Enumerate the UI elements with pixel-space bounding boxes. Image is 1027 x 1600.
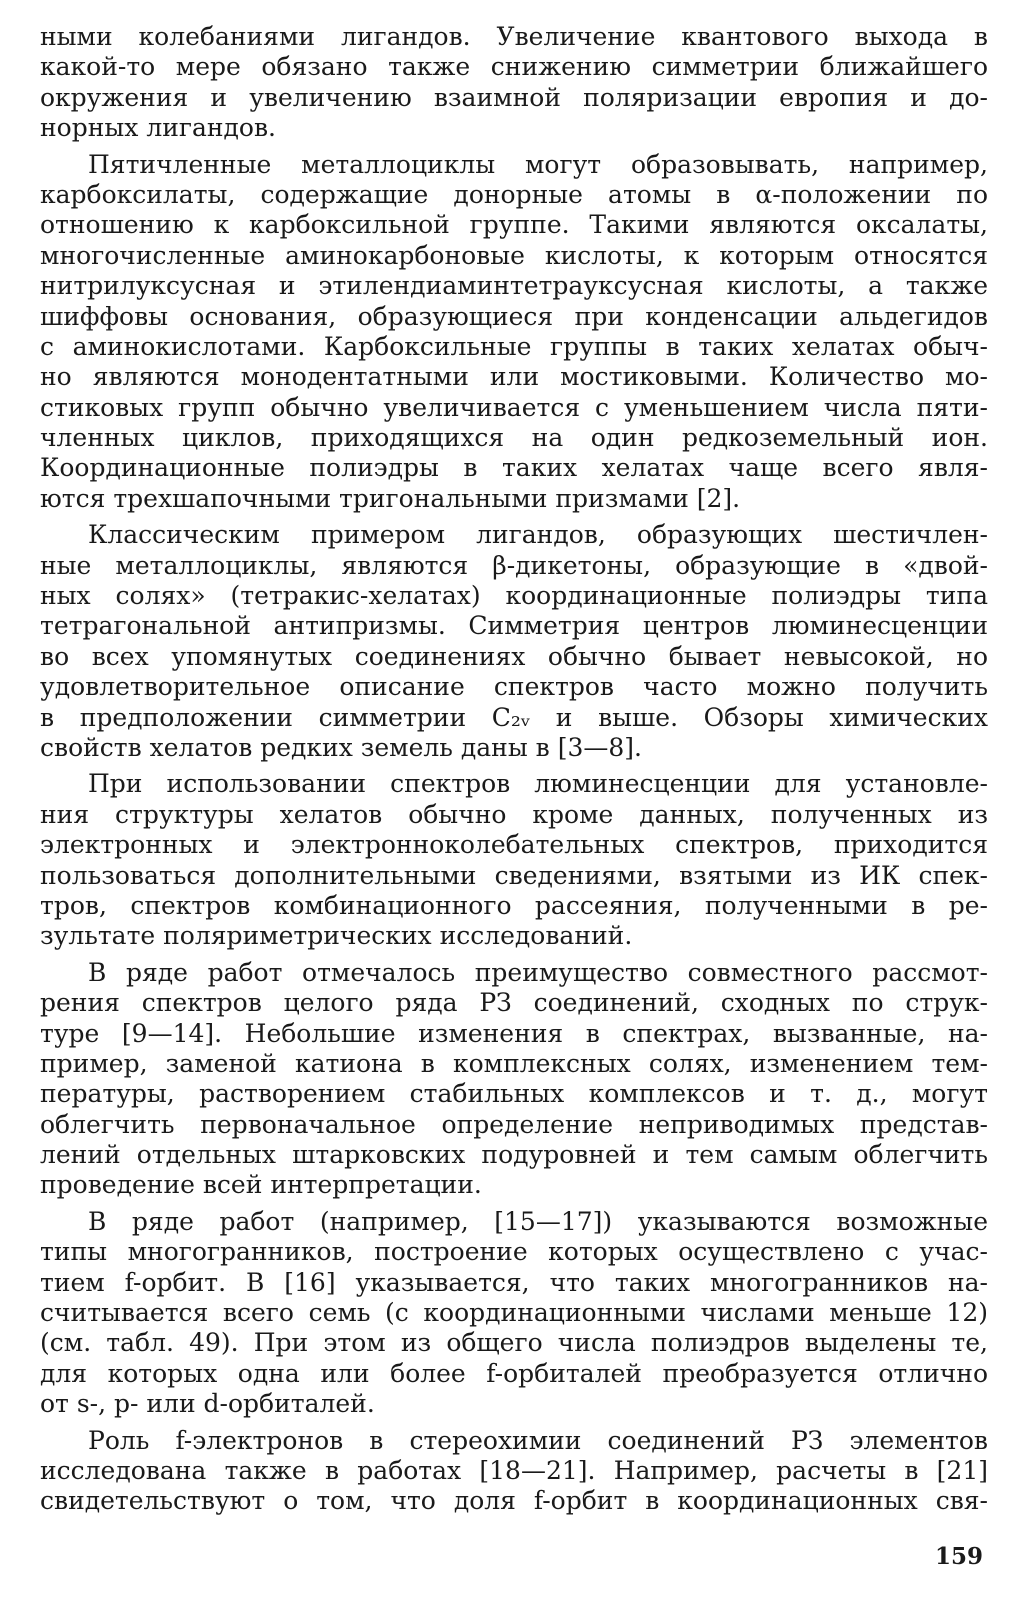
text-line: типы многогранников, построение которых осуществлено с учас-	[40, 1237, 988, 1267]
text-line: В ряде работ (например, [15—17]) указываются возможные	[88, 1206, 988, 1236]
paragraph-7	[40, 1426, 988, 1517]
text-line: проведение всей интерпретации.	[40, 1170, 482, 1200]
text-line: свойств хелатов редких земель даны в [3—8].	[40, 732, 642, 762]
text-line: с аминокислотами. Карбоксильные группы в таких хелатах обыч-	[40, 331, 988, 361]
text-line: отношению к карбоксильной группе. Такими являются оксалаты,	[40, 210, 988, 240]
text-line: исследована также в работах [18—21]. Например, расчеты в [21]	[40, 1455, 988, 1485]
paragraph-4	[40, 769, 988, 951]
text-line: тием f-орбит. В [16] указывается, что таких многогранников на-	[40, 1267, 988, 1297]
text-line: пример, заменой катиона в комплексных солях, изменением тем-	[40, 1048, 988, 1078]
text-line: удовлетворительное описание спектров часто можно получить	[40, 672, 988, 702]
text-line: (см. табл. 49). При этом из общего числа полиэдров выделены те,	[40, 1328, 988, 1358]
text-line: облегчить первоначальное определение неприводимых представ-	[40, 1109, 988, 1139]
text-line: многочисленные аминокарбоновые кислоты, к которым относятся	[40, 240, 988, 270]
text-line: зультате поляриметрических исследований.	[40, 921, 633, 951]
text-line: членных циклов, приходящихся на один редкоземельный ион.	[40, 423, 988, 453]
paragraph-2	[40, 150, 988, 515]
text-line: ния структуры хелатов обычно кроме данных, полученных из	[40, 799, 988, 829]
text-line: норных лигандов.	[40, 113, 276, 143]
paragraph-6	[40, 1207, 988, 1420]
text-line: При использовании спектров люминесценции для установле-	[88, 769, 988, 799]
text-line: для которых одна или более f-орбиталей преобразуется отлично	[40, 1358, 988, 1388]
text-line: электронных и электронноколебательных спектров, приходится	[40, 830, 988, 860]
text-line: пользоваться дополнительными сведениями, взятыми из ИК спек-	[40, 860, 988, 890]
text-line: свидетельствуют о том, что доля f-орбит в координационных свя-	[40, 1486, 988, 1516]
text-line: в предположении симметрии C₂ᵥ и выше. Обзоры химических	[40, 702, 988, 732]
text-line: нитрилуксусная и этилендиаминтетрауксусная кислоты, а также	[40, 271, 988, 301]
text-line: но являются монодентатными или мостиковыми. Количество мо-	[40, 362, 988, 392]
text-line: от s-, p- или d-орбиталей.	[40, 1389, 375, 1419]
paragraph-5	[40, 958, 988, 1201]
text-line: В ряде работ отмечалось преимущество совместного рассмот-	[88, 957, 988, 987]
paragraph-3	[40, 520, 988, 763]
page-number: 159	[934, 1543, 983, 1570]
text-line: считывается всего семь (с координационными числами меньше 12)	[40, 1298, 988, 1328]
text-line: ных солях» (тетракис-хелатах) координационные полиэдры типа	[40, 581, 988, 611]
text-line: Пятичленные металлоциклы могут образовывать, например,	[88, 149, 988, 179]
text-line: ными колебаниями лигандов. Увеличение квантового выхода в	[40, 22, 988, 51]
text-line: туре [9—14]. Небольшие изменения в спектрах, вызванные, на-	[40, 1018, 988, 1048]
text-line: ные металлоциклы, являются β-дикетоны, образующие в «двой-	[40, 550, 988, 580]
text-line: Координационные полиэдры в таких хелатах чаще всего явля-	[40, 453, 988, 483]
text-line: Роль f-электронов в стереохимии соединений РЗ элементов	[88, 1425, 988, 1455]
text-line: Классическим примером лигандов, образующих шестичлен-	[88, 520, 988, 550]
page-body	[40, 22, 988, 1523]
text-line: тетрагональной антипризмы. Симметрия центров люминесценции	[40, 611, 988, 641]
text-line: шиффовы основания, образующиеся при конденсации альдегидов	[40, 301, 988, 331]
paragraph-1	[40, 22, 988, 144]
text-line: окружения и увеличению взаимной поляризации европия и до-	[40, 82, 988, 112]
text-line: какой-то мере обязано также снижению симметрии ближайшего	[40, 52, 988, 82]
text-line: рения спектров целого ряда РЗ соединений, сходных по струк-	[40, 988, 988, 1018]
text-line: ются трехшапочными тригональными призмами [2].	[40, 483, 741, 513]
text-line: стиковых групп обычно увеличивается с уменьшением числа пяти-	[40, 392, 988, 422]
text-line: во всех упомянутых соединениях обычно бывает невысокой, но	[40, 641, 988, 671]
text-line: пературы, растворением стабильных комплексов и т. д., могут	[40, 1079, 988, 1109]
text-line: тров, спектров комбинационного рассеяния, полученными в ре-	[40, 890, 988, 920]
text-line: лений отдельных штарковских подуровней и тем самым облегчить	[40, 1140, 988, 1170]
text-line: карбоксилаты, содержащие донорные атомы в α-положении по	[40, 179, 988, 209]
